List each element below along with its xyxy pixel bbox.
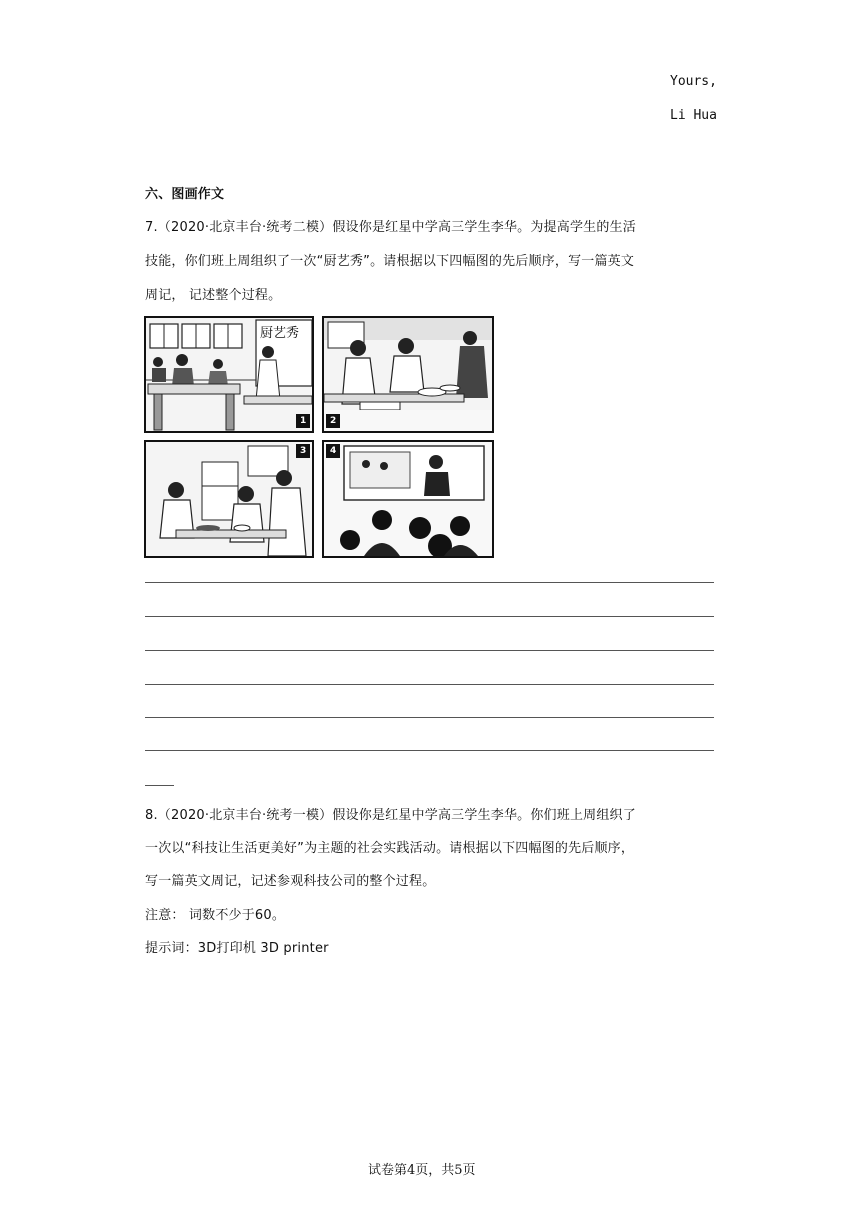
answer-line-end [145,785,174,786]
audience-illustration [324,442,492,556]
letter-signature-name: Li Hua [670,108,717,123]
panel-number-1: 1 [300,416,307,426]
picture-panel-2 [322,316,494,433]
question8-hint: 提示词：3D打印机 3D printer [145,941,329,956]
tasting-illustration [146,442,312,556]
cooking-demo-illustration [324,318,492,431]
panel-number-4: 4 [330,446,337,456]
answer-line-4 [145,684,714,685]
question7-line1: 7.（2020·北京丰台·统考二模）假设你是红星中学高三学生李华。为提高学生的生活 [145,220,636,235]
question8-line1: 8.（2020·北京丰台·统考一模）假设你是红星中学高三学生李华。你们班上周组织了 [145,808,636,823]
cooking-show-sign: 厨艺秀 [260,326,300,341]
section-heading: 六、图画作文 [145,187,225,202]
question8-line2: 一次以“科技让生活更美好”为主题的社会实践活动。请根据以下四幅图的先后顺序， [145,841,635,856]
picture-panel-1 [144,316,314,433]
question7-line2: 技能，你们班上周组织了一次“厨艺秀”。请根据以下四幅图的先后顺序，写一篇英文 [145,254,635,269]
question8-note: 注意： 词数不少于60。 [145,908,286,923]
question7-picture-grid [144,316,494,558]
panel-number-2: 2 [330,416,337,426]
letter-sign-off: Yours, [670,74,717,89]
answer-line-5 [145,717,714,718]
panel-number-3: 3 [300,446,307,456]
answer-line-3 [145,650,714,651]
picture-panel-4 [322,440,494,558]
answer-line-6 [145,750,714,751]
answer-line-1 [145,582,714,583]
page-number-footer: 试卷第4页，共5页 [368,1163,476,1178]
picture-panel-3 [144,440,314,558]
question8-line3: 写一篇英文周记，记述参观科技公司的整个过程。 [145,874,436,889]
answer-line-2 [145,616,714,617]
question7-line3: 周记， 记述整个过程。 [145,288,282,303]
